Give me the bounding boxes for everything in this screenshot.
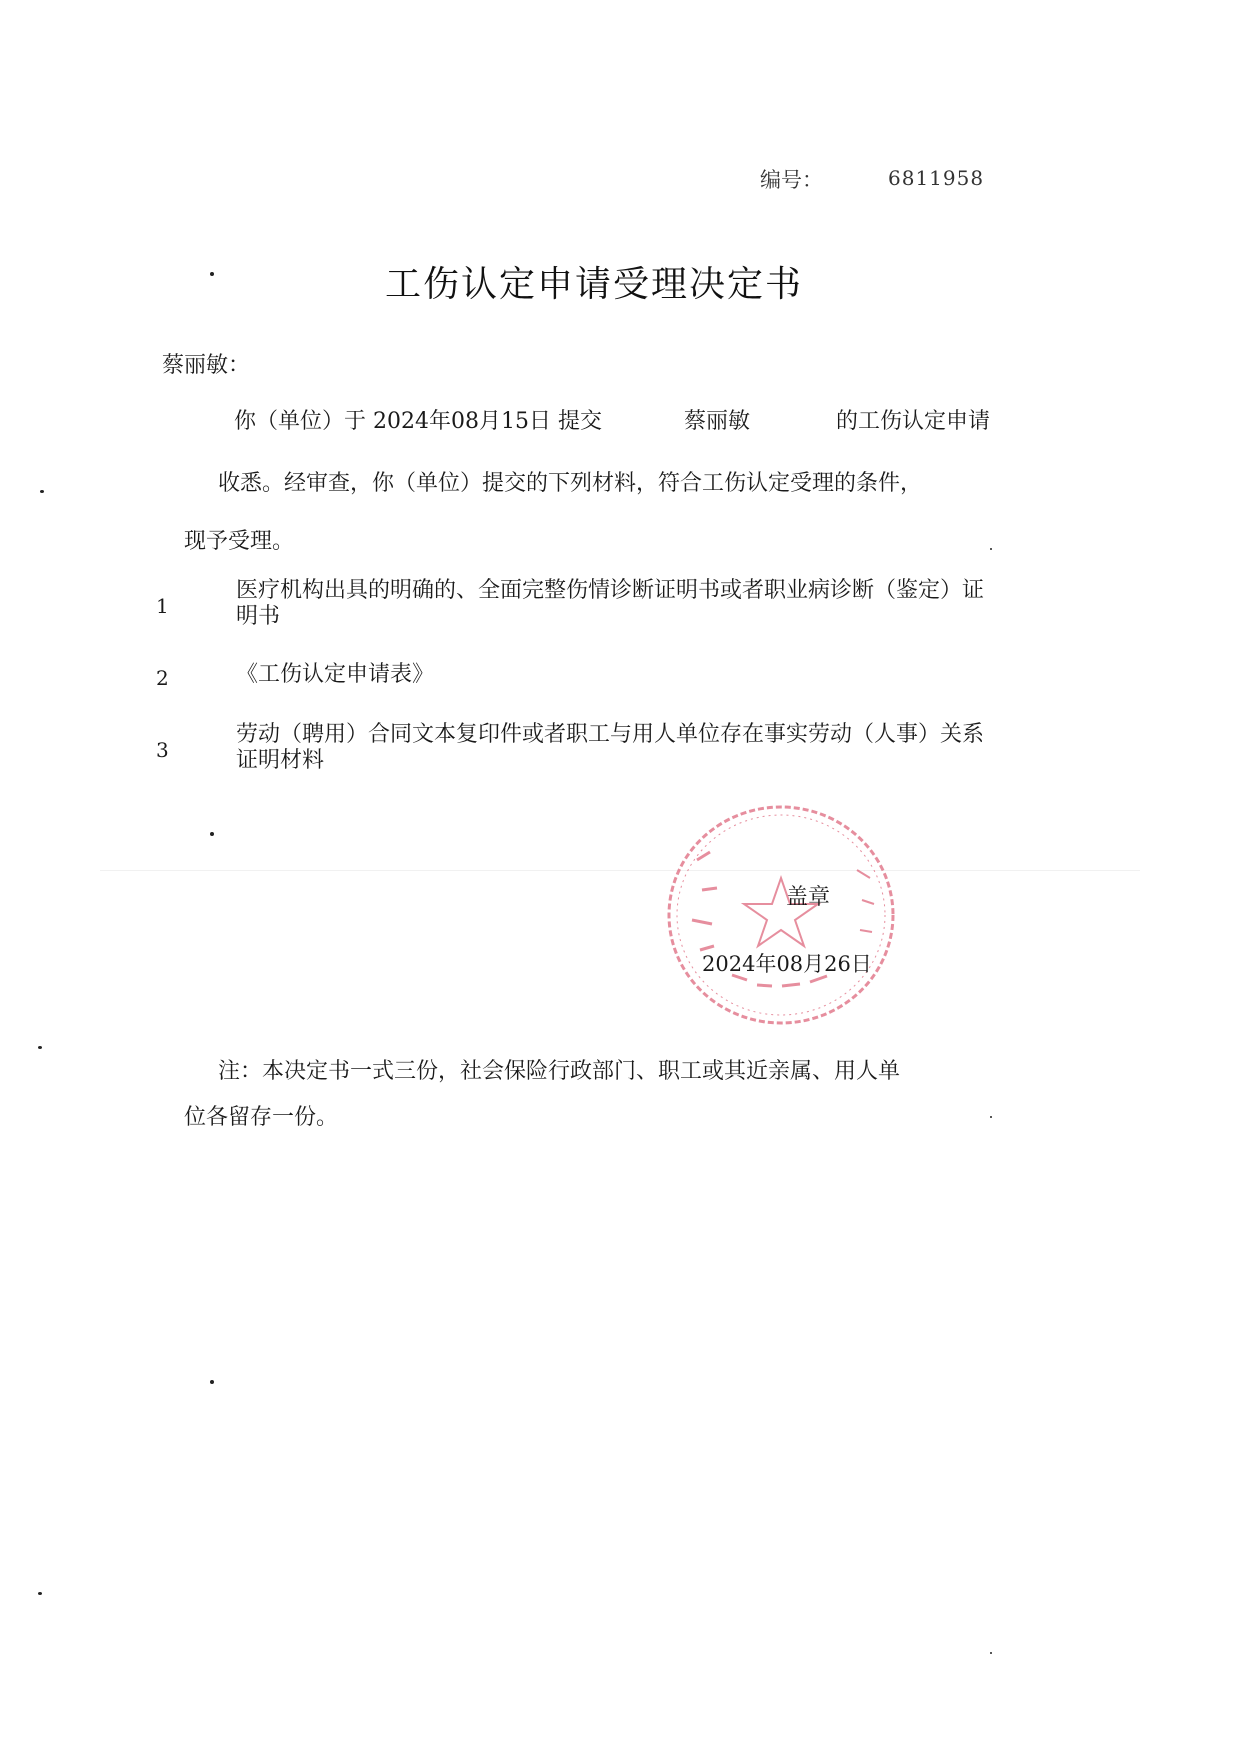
body-line-1-start: 你（单位）于 2024年08月15日 提交 — [234, 409, 602, 434]
note-line-1: 注：本决定书一式三份，社会保险行政部门、职工或其近亲属、用人单 — [218, 1059, 901, 1084]
scan-speck — [990, 1652, 992, 1654]
seal-stamp-icon — [662, 800, 900, 1030]
document-title: 工伤认定申请受理决定书 — [385, 264, 804, 305]
material-number: 2 — [156, 666, 169, 690]
body-line-1-end: 的工伤认定申请 — [836, 409, 991, 434]
scan-speck — [38, 1592, 42, 1595]
body-line-2: 收悉。经审查，你（单位）提交的下列材料，符合工伤认定受理的条件， — [218, 471, 923, 496]
material-number: 1 — [156, 594, 169, 618]
applicant-name: 蔡丽敏 — [684, 409, 751, 434]
serial-number-value: 6811958 — [888, 166, 985, 190]
scan-speck — [210, 272, 214, 276]
scan-artifact-line — [100, 870, 1140, 871]
scan-speck — [210, 832, 214, 836]
seal-label: 盖章 — [786, 885, 831, 910]
official-seal — [662, 800, 900, 1030]
issue-date: 2024年08月26日 — [702, 952, 872, 976]
scan-speck — [990, 548, 992, 550]
material-number: 3 — [156, 738, 169, 762]
scan-speck — [38, 1046, 42, 1049]
material-text: 劳动（聘用）合同文本复印件或者职工与用人单位存在事实劳动（人事）关系证明材料 — [236, 722, 985, 773]
scan-speck — [210, 1380, 214, 1384]
body-line-3: 现予受理。 — [184, 529, 295, 554]
note-line-2: 位各留存一份。 — [184, 1105, 339, 1130]
addressee: 蔡丽敏： — [162, 353, 251, 378]
material-text: 《工伤认定申请表》 — [236, 662, 435, 687]
material-text: 医疗机构出具的明确的、全面完整伤情诊断证明书或者职业病诊断（鉴定）证明书 — [236, 578, 985, 629]
scan-speck — [990, 1116, 992, 1118]
scan-speck — [40, 490, 44, 493]
serial-number-label: 编号： — [760, 168, 823, 192]
